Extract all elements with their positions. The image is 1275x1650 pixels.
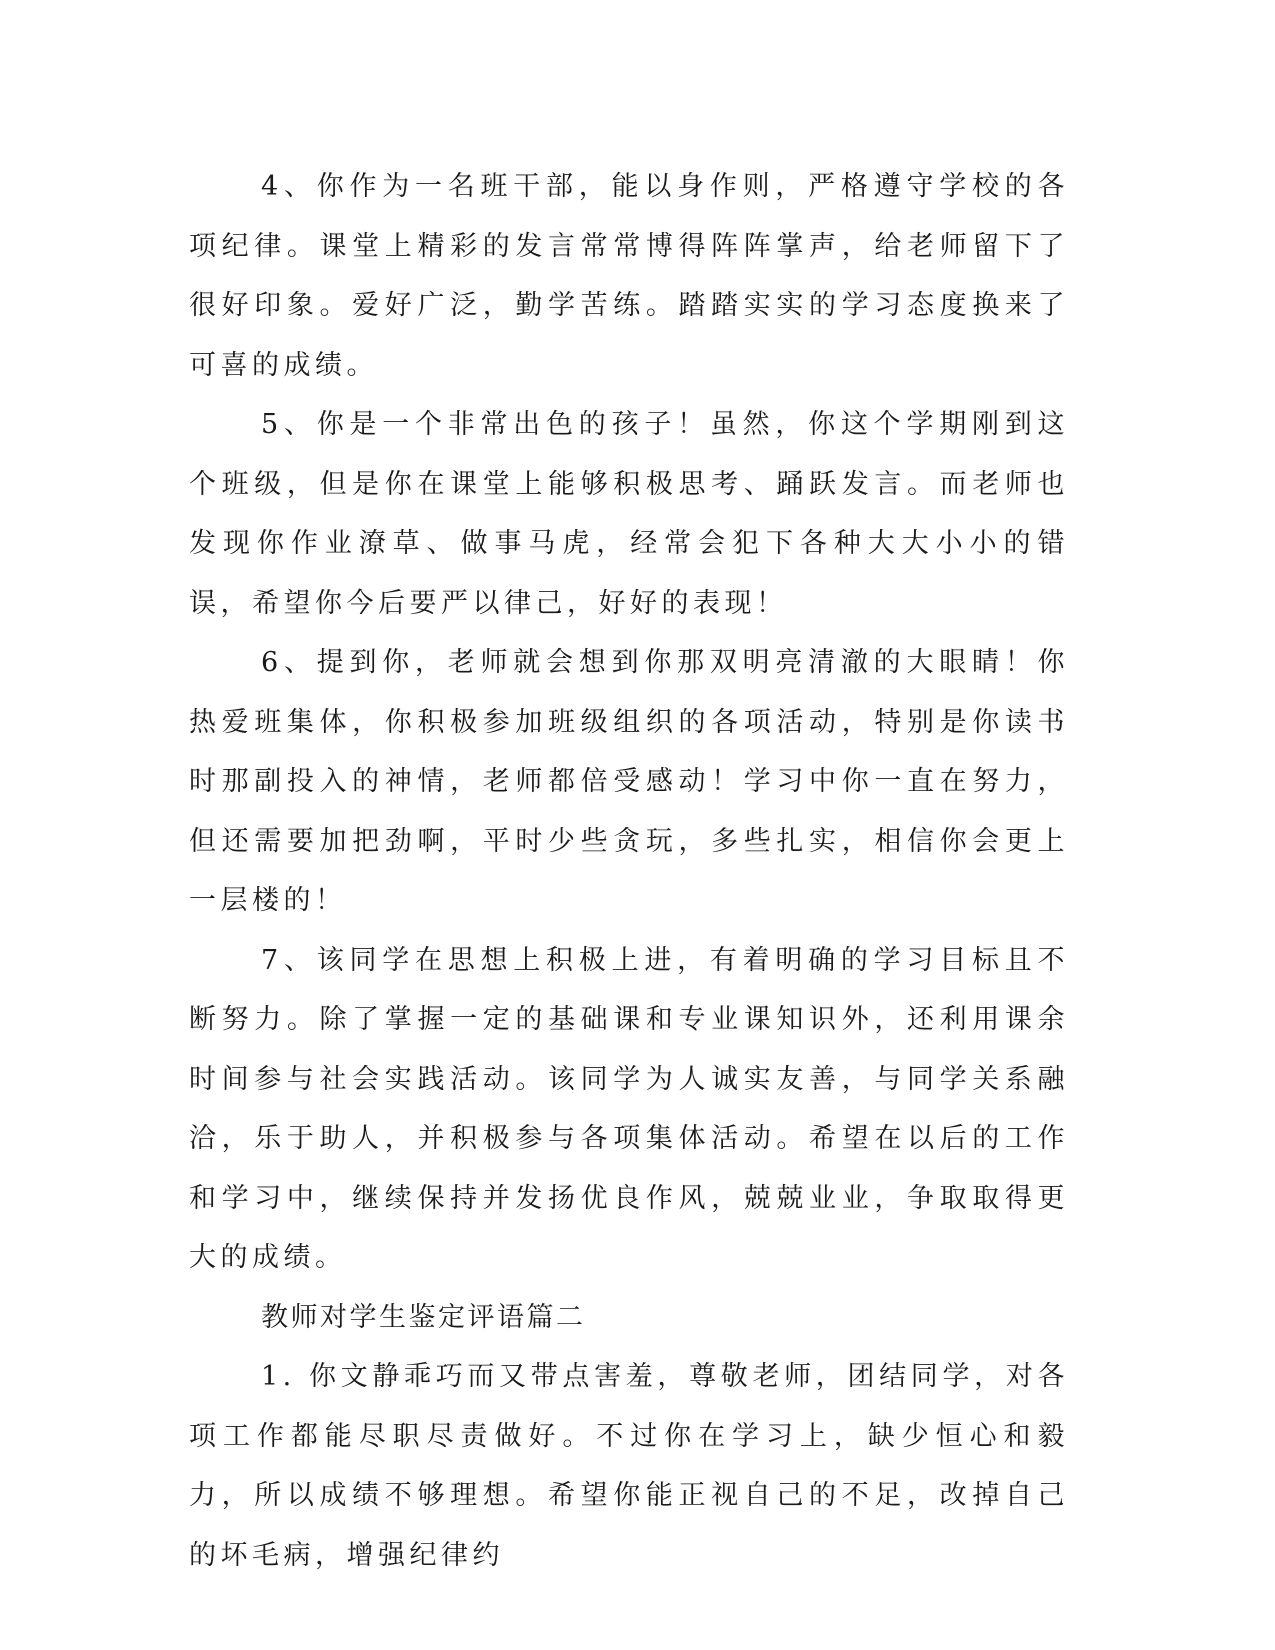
comment-paragraph-4: 4、你作为一名班干部，能以身作则，严格遵守学校的各项纪律。课堂上精彩的发言常常博得阵阵掌声，给老师留下了很好印象。爱好广泛，勤学苦练。踏踏实实的学习态度换来了可喜的成绩。	[189, 171, 1069, 381]
comment-paragraph-5: 5、你是一个非常出色的孩子！虽然，你这个学期刚到这个班级，但是你在课堂上能够积极思考、踊跃发言。而老师也发现你作业潦草、做事马虎，经常会犯下各种大大小小的错误，希望你今后要严以律己，好好的表现！	[189, 409, 1069, 619]
section2-paragraph-1: 1. 你文静乖巧而又带点害羞，尊敬老师，团结同学，对各项工作都能尽职尽责做好。不过你在学习上，缺少恒心和毅力，所以成绩不够理想。希望你能正视自己的不足，改掉自己的坏毛病，增强纪律约	[189, 1361, 1069, 1571]
comment-paragraph-7: 7、该同学在思想上积极上进，有着明确的学习目标且不断努力。除了掌握一定的基础课和专业课知识外，还利用课余时间参与社会实践活动。该同学为人诚实友善，与同学关系融洽，乐于助人，并积极参与各项集体活动。希望在以后的工作和学习中，继续保持并发扬优良作风，兢兢业业，争取取得更大的成绩。	[189, 944, 1069, 1273]
document-body	[189, 157, 1069, 1585]
section-heading: 教师对学生鉴定评语篇二	[261, 1301, 586, 1333]
comment-paragraph-6: 6、提到你，老师就会想到你那双明亮清澈的大眼睛！你热爱班集体，你积极参加班级组织的各项活动，特别是你读书时那副投入的神情，老师都倍受感动！学习中你一直在努力，但还需要加把劲啊，平时少些贪玩，多些扎实，相信你会更上一层楼的！	[189, 647, 1069, 916]
